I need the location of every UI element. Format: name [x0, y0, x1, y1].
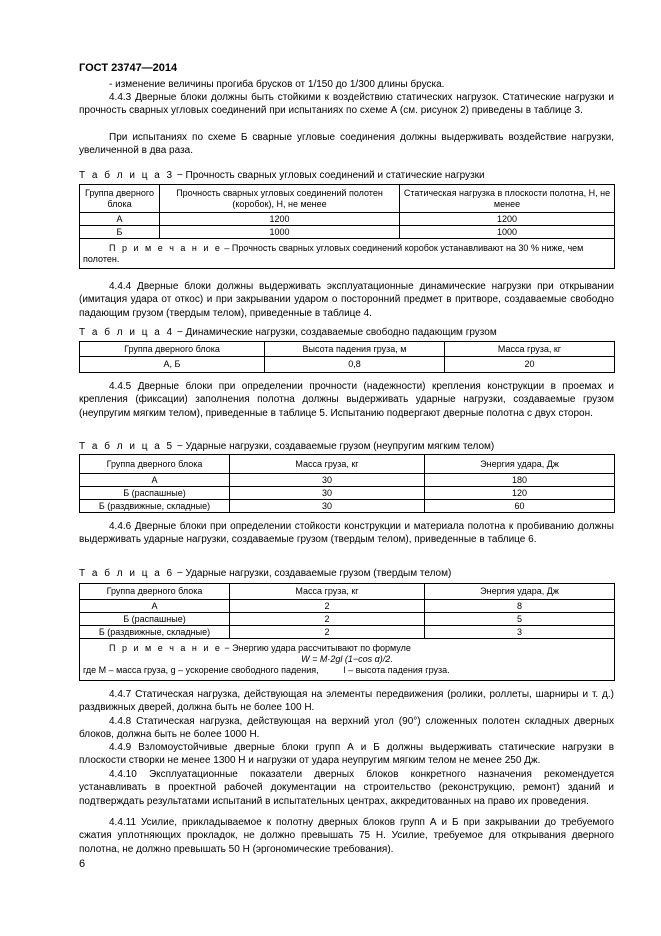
- table-cell: А, Б: [80, 357, 265, 373]
- paragraph: 4.4.4 Дверные блоки должны выдерживать эксплуатационные динамические нагрузки при открывании (имитация удара от откос) и при закрывании ударом о посторонний предмет в притворе, создаваемые свободно падающим грузом (твердым телом), приведенные в таблице 4.: [79, 281, 614, 319]
- table-4-caption: Т а б л и ц а 4 − Динамические нагрузки, создаваемые свободно падающим грузом: [79, 327, 497, 338]
- table-cell: 180: [425, 474, 615, 487]
- paragraph: 4.4.11 Усилие, прикладываемое к полотну дверных блоков групп А и Б при закрывании до требуемого сжатия уплотняющих прокладок, не должно превышать 75 Н. Усилие, требуемое для открывания дверного полотна, не должно превышать 50 Н (эргономические требования).: [79, 817, 614, 855]
- table-cell: 5: [425, 613, 615, 626]
- paragraph: - изменение величины прогиба брусков от 1/150 до 1/300 длины бруска.: [109, 79, 445, 90]
- table-row: [80, 626, 615, 639]
- table-5-caption: Т а б л и ц а 5 − Ударные нагрузки, создаваемые грузом (неупругим мягким телом): [79, 441, 495, 452]
- table-row: [80, 474, 615, 487]
- table-row: [80, 600, 615, 613]
- table-header-cell: Масса груза, кг: [445, 342, 615, 357]
- table-row: [80, 487, 615, 500]
- table-cell: А: [80, 600, 230, 613]
- table-6: [79, 583, 615, 681]
- table-header-cell: Масса груза, кг: [230, 584, 425, 600]
- table-cell: 1200: [400, 213, 615, 226]
- table-cell: 2: [230, 600, 425, 613]
- table-4: [79, 341, 615, 373]
- table-cell: 120: [425, 487, 615, 500]
- paragraph: 4.4.7 Статическая нагрузка, действующая на элементы передвижения (ролики, роллеты, шарниры и т. д.) раздвижных дверей, должна быть не более 100 Н.: [79, 689, 614, 714]
- table-cell: 2: [230, 626, 425, 639]
- table-cell: 2: [230, 613, 425, 626]
- paragraph: При испытаниях по схеме Б сварные угловые соединения должны выдерживать воздействие нагрузки, увеличенной в два раза.: [79, 132, 614, 157]
- table-3: [79, 184, 615, 269]
- table-cell: Б (раздвижные, складные): [80, 626, 230, 639]
- formula: W = M·2gl (1−cos α)/2.: [301, 654, 393, 664]
- table-cell: Б (раздвижные, складные): [80, 500, 230, 513]
- table-row: [80, 613, 615, 626]
- table-note: П р и м е ч а н и е – Прочность сварных угловых соединений коробок устанавливают на 30 % ниже, чем полотен.: [80, 239, 615, 269]
- paragraph: 4.4.5 Дверные блоки при определении прочности (надежности) крепления конструкции в проемах и крепления (фиксации) заполнения полотна должны выдерживать ударные нагрузки, создаваемые грузом (неупругим мягким телом), приведенные в таблице 5. Испытанию подвергают дверные полотна с двух сторон.: [79, 381, 614, 419]
- table-header-cell: Группа дверного блока: [80, 584, 230, 600]
- paragraph: 4.4.8 Статическая нагрузка, действующая на верхний угол (90°) сложенных полотен складных дверных блоков, должна быть не более 1000 Н.: [79, 716, 614, 741]
- table-cell: 20: [445, 357, 615, 373]
- table-cell: 1000: [400, 226, 615, 239]
- table-row: [80, 213, 615, 226]
- table-header-cell: Статическая нагрузка в плоскости полотна, Н, не менее: [400, 185, 615, 213]
- table-cell: 8: [425, 600, 615, 613]
- table-cell: 30: [230, 500, 425, 513]
- table-3-caption: Т а б л и ц а 3 − Прочность сварных угловых соединений и статические нагрузки: [79, 170, 485, 181]
- paragraph: 4.4.9 Взломоустойчивые дверные блоки групп А и Б должны выдерживать статические нагрузки в плоскости створки не менее 1300 Н и нагрузки от удара неупругим мягким телом не менее 250 Дж.: [79, 742, 614, 767]
- table-header-cell: Энергия удара, Дж: [425, 455, 615, 474]
- table-cell: А: [80, 474, 230, 487]
- document-header: ГОСТ 23747—2014: [79, 62, 178, 74]
- table-cell: Б: [80, 226, 160, 239]
- table-header-cell: Группа дверного блока: [80, 342, 265, 357]
- page-number: 6: [79, 858, 86, 870]
- table-cell: 3: [425, 626, 615, 639]
- paragraph: 4.4.10 Эксплуатационные показатели дверных блоков конкретного назначения рекомендуется устанавливать в проектной рабочей документации на строительство (реконструкцию, ремонт) зданий и подтверждать результатами испытаний в испытательных центрах, аккредитованных на право их проведения.: [79, 769, 614, 807]
- table-row: [80, 226, 615, 239]
- table-cell: 60: [425, 500, 615, 513]
- paragraph: 4.4.6 Дверные блоки при определении стойкости конструкции и материала полотна к пробиванию должны выдерживать ударные нагрузки, создаваемые грузом (твердым телом), приведенные в таблице 6.: [79, 521, 614, 546]
- table-cell: Б (распашные): [80, 613, 230, 626]
- table-cell: 0,8: [265, 357, 445, 373]
- table-header-cell: Группа дверного блока: [80, 455, 230, 474]
- table-header-cell: Энергия удара, Дж: [425, 584, 615, 600]
- table-cell: 30: [230, 487, 425, 500]
- table-header-cell: Высота падения груза, м: [265, 342, 445, 357]
- table-cell: 30: [230, 474, 425, 487]
- table-cell: Б (распашные): [80, 487, 230, 500]
- table-cell: А: [80, 213, 160, 226]
- table-cell: 1200: [160, 213, 400, 226]
- table-header-cell: Масса груза, кг: [230, 455, 425, 474]
- table-header-cell: Группа дверного блока: [80, 185, 160, 213]
- table-6-caption: Т а б л и ц а 6 − Ударные нагрузки, создаваемые грузом (твердым телом): [79, 568, 452, 579]
- table-row: [80, 357, 615, 373]
- table-header-cell: Прочность сварных угловых соединений полотен (коробок), Н, не менее: [160, 185, 400, 213]
- table-row: [80, 500, 615, 513]
- paragraph: 4.4.3 Дверные блоки должны быть стойкими к воздействию статических нагрузок. Статические нагрузки и прочность сварных угловых соединений при испытаниях по схеме А (см. рисунок 2) приведены в таблице 3.: [79, 92, 614, 117]
- table-note: П р и м е ч а н и е − Энергию удара рассчитывают по формуле W = M·2gl (1−cos α)/2. где M – масса груза, g – ускорение свободного падения, l – высота падения груза.: [80, 639, 615, 681]
- table-cell: 1000: [160, 226, 400, 239]
- table-5: [79, 454, 615, 513]
- formula-legend: где M – масса груза, g – ускорение свободного падения, l – высота падения груза.: [83, 665, 450, 675]
